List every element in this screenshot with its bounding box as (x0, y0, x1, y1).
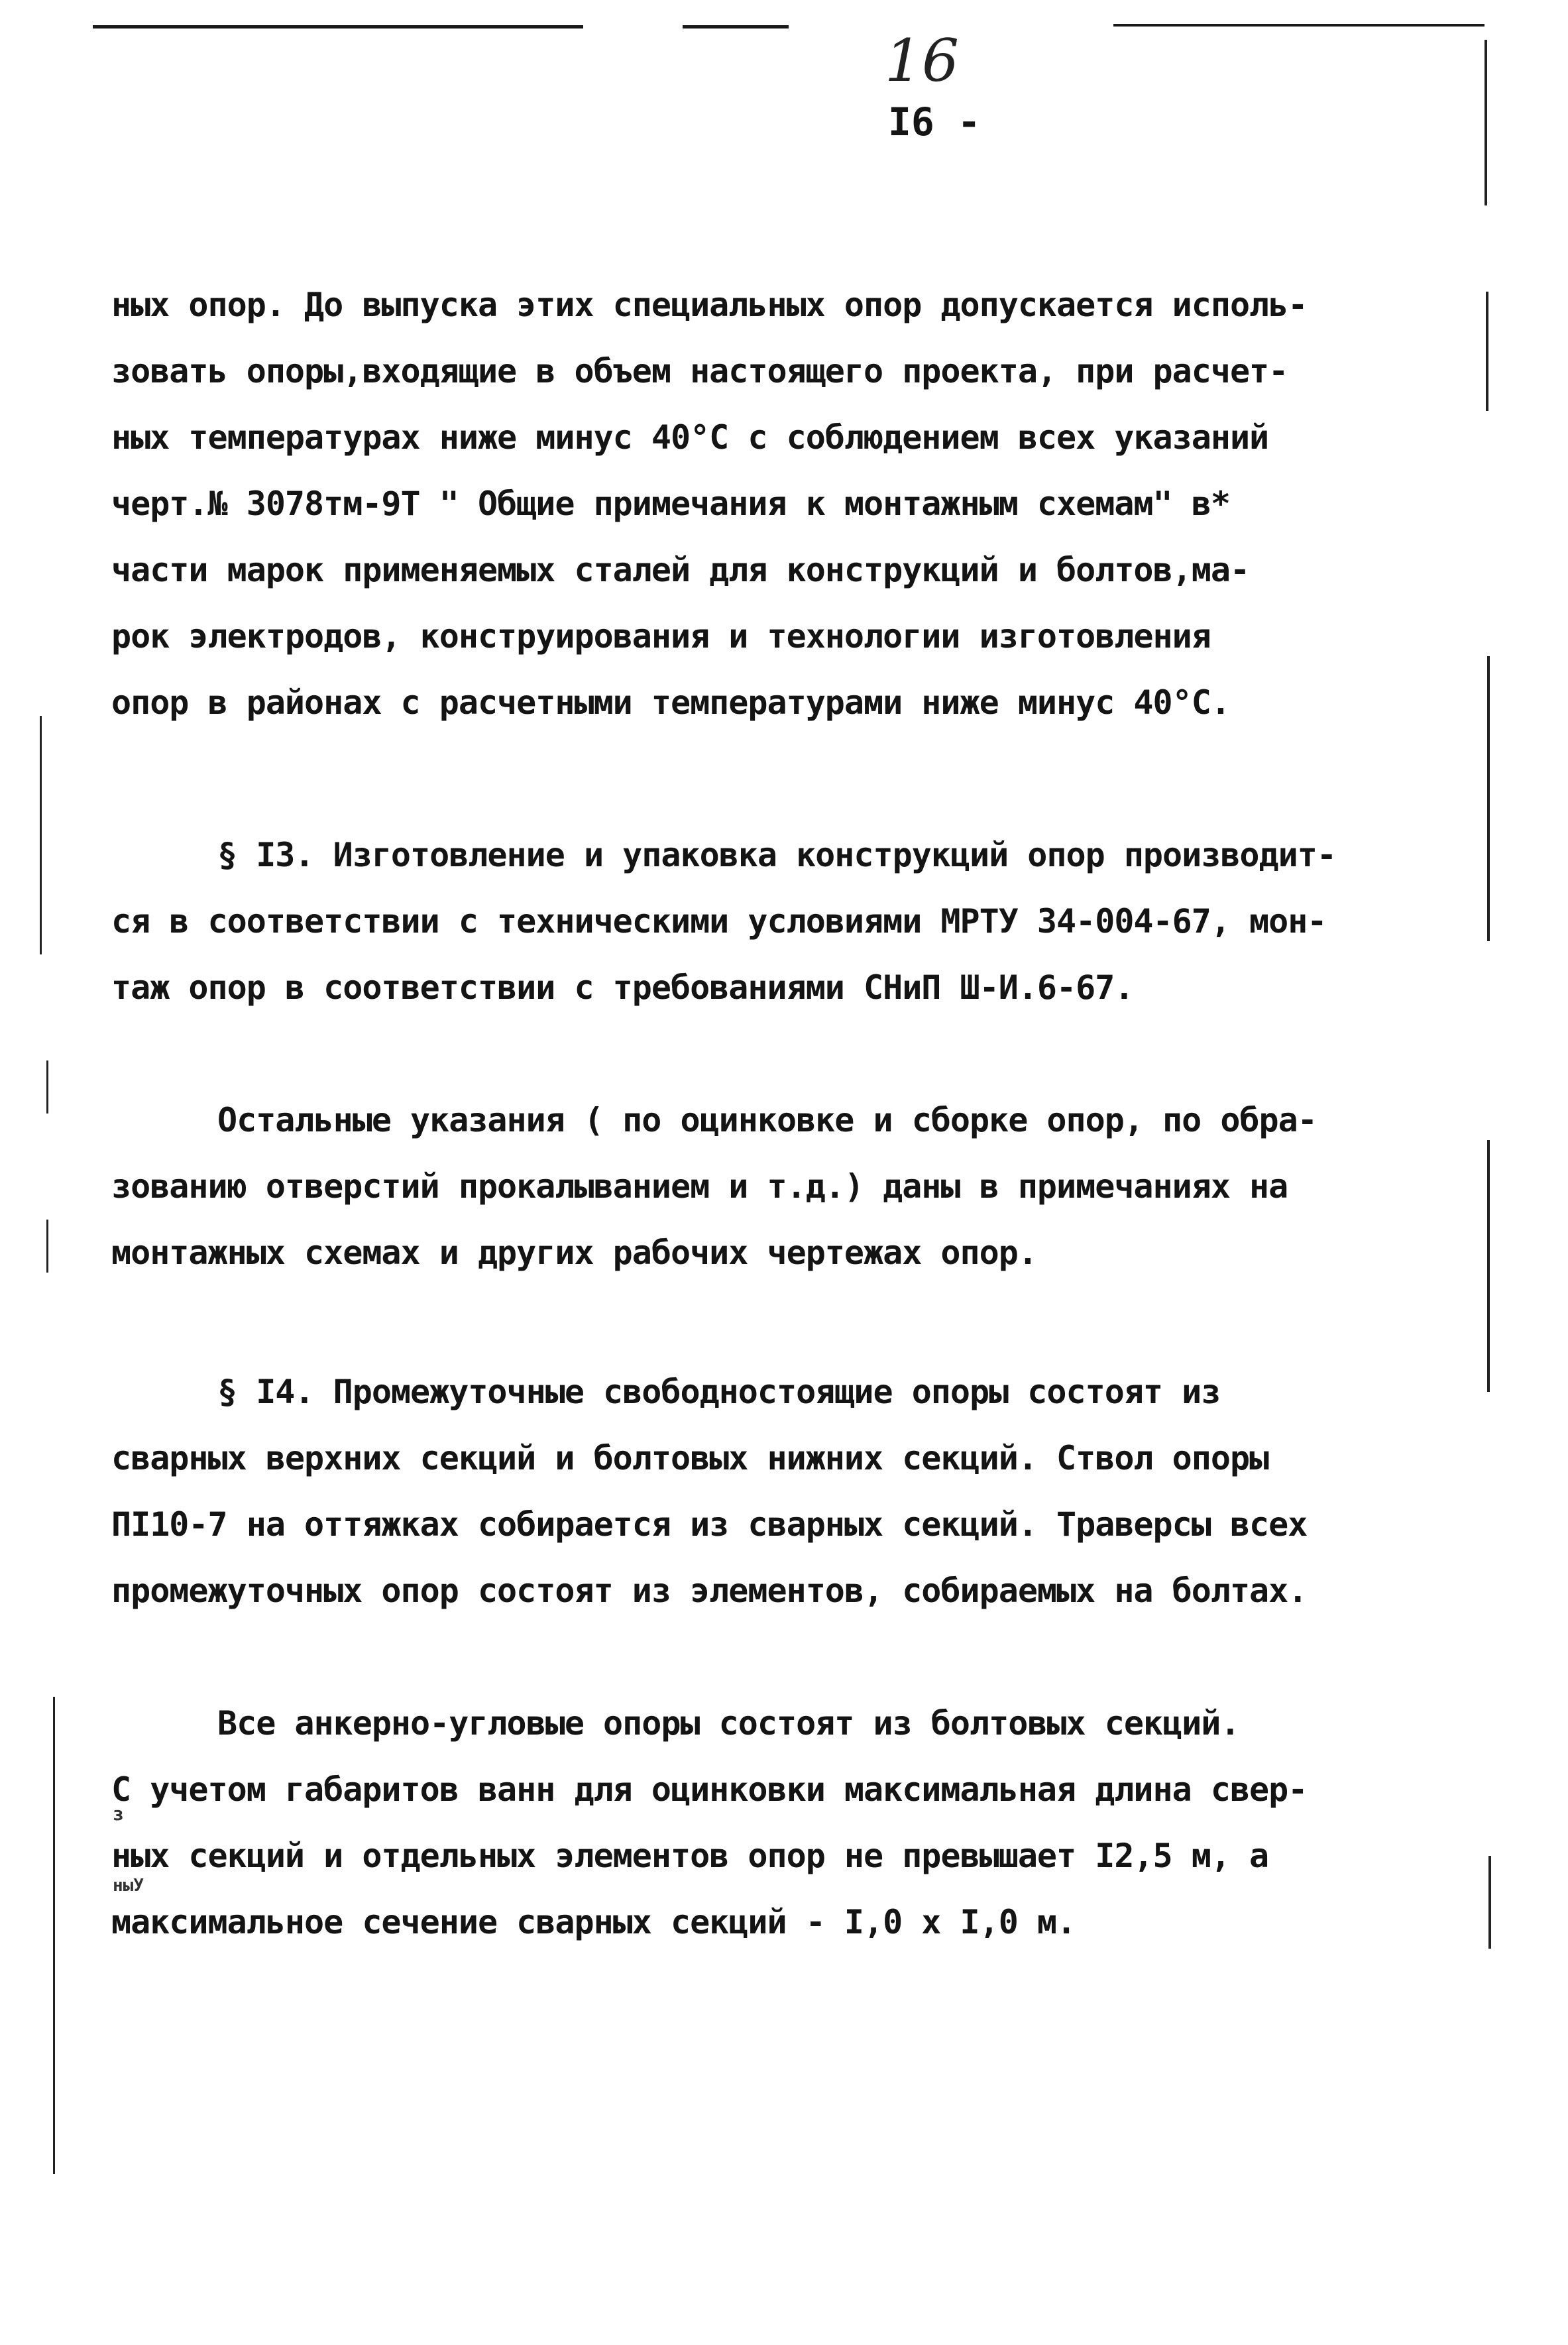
interlinear-mark: ныУ (113, 1876, 144, 1896)
text-line: ных секций и отдельных элементов опор не превышает I2,5 м, а (111, 1837, 1269, 1875)
text-line: ных температурах ниже минус 40°С с соблюдением всех указаний (111, 418, 1269, 457)
page-number: I6 - (888, 99, 981, 144)
handwritten-page-number: 16 (885, 27, 959, 95)
text-line: опор в районах с расчетными температурами ниже минус 40°С. (111, 683, 1230, 722)
text-line: Остальные указания ( по оцинковке и сборке опор, по обра- (217, 1101, 1317, 1139)
text-line: зованию отверстий прокалыванием и т.д.) даны в примечаниях на (111, 1167, 1288, 1206)
paragraph-anchor-supports (111, 1690, 1450, 1955)
text-line: ся в соответствии с техническими условиями МРТУ 34-004-67, мон- (111, 902, 1327, 941)
text-line: промежуточных опор состоят из элементов, собираемых на болтах. (111, 1572, 1308, 1610)
paragraph-1 (111, 272, 1450, 736)
top-rule-right (1113, 24, 1484, 27)
text-line: ных опор. До выпуска этих специальных опор допускается исполь- (111, 286, 1308, 324)
binding-line (1487, 1140, 1490, 1392)
top-rule-center (683, 25, 789, 29)
binding-line (46, 1060, 48, 1114)
paragraph-14 (111, 1359, 1450, 1624)
text-line: рок электродов, конструирования и технологии изготовления (111, 617, 1211, 656)
text-line: монтажных схемах и других рабочих чертежах опор. (111, 1233, 1037, 1272)
top-rule-left (93, 25, 583, 29)
binding-line (40, 716, 42, 954)
text-line: сварных верхних секций и болтовых нижних секций. Ствол опоры (111, 1439, 1269, 1477)
text-line: § I4. Промежуточные свободностоящие опоры состоят из (217, 1373, 1221, 1411)
paragraph-other-instructions (111, 1087, 1450, 1286)
text-line: ПI10-7 на оттяжках собирается из сварных секций. Траверсы всех (111, 1505, 1308, 1544)
binding-line (1486, 292, 1488, 411)
binding-line (1484, 40, 1487, 205)
text-line: части марок применяемых сталей для конструкций и болтов,ма- (111, 551, 1250, 589)
binding-line (1488, 1856, 1491, 1949)
text-line: таж опор в соответствии с требованиями СНиП Ш-И.6-67. (111, 968, 1134, 1007)
text-line: С учетом габаритов ванн для оцинковки максимальная длина свер- (111, 1770, 1308, 1809)
paragraph-13 (111, 822, 1450, 1021)
text-line: зовать опоры,входящие в объем настоящего проекта, при расчет- (111, 352, 1288, 390)
interlinear-mark: з (113, 1803, 124, 1825)
text-line: § I3. Изготовление и упаковка конструкций опор производит- (217, 836, 1336, 874)
binding-line (46, 1220, 48, 1273)
text-line: Все анкерно-угловые опоры состоят из болтовых секций. (217, 1704, 1240, 1743)
text-line: черт.№ 3078тм-9Т " Общие примечания к монтажным схемам" в* (111, 485, 1230, 523)
binding-line (1487, 656, 1490, 941)
binding-line (53, 1697, 55, 2174)
text-line: максимальное сечение сварных секций - I,0 х I,0 м. (111, 1903, 1076, 1941)
